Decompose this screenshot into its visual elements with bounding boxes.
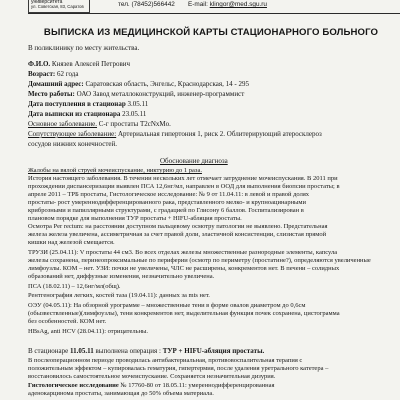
address-value: Саратовская область, Энгельс, Краснодарская, 14 - 295	[85, 80, 249, 88]
comorbid-row	[28, 130, 322, 138]
postop-line-3: восстановилось самостоятельное мочеиспускание. Сохраняется незначительная дизурия.	[28, 373, 276, 380]
age-value: 62 года	[57, 70, 79, 78]
urography-line-1: ОЭУ (04.05.11): На обзорной урограмме – множественные тени в форме овалов диаметром до 0,6см	[28, 302, 306, 309]
logo-line-2: ул. Советская, 83, Саратов	[31, 3, 84, 9]
discharge-value: 23.05.11	[122, 110, 147, 118]
main-diagnosis-label: Основное заболевание.	[28, 120, 98, 128]
letterhead	[0, 0, 400, 22]
history-line-4: простаты- рост умереннодифференцированного рака, представленного мелко- и крупноацинарными	[28, 199, 307, 206]
serology-line: HBsAg, anti HCV (28.04.11): отрицательны.	[28, 328, 149, 335]
exam-line-1: Осмотра Per rectum: на расстоянии доступном пальцевому осмотру патологии не выявлено. Предстательная	[28, 223, 328, 230]
trus-line-3: лимфоузлы. КОМ – нет. УЗИ: почки не увеличены, ЧЛС не расширены, конкрементов нет. В печени – солидных	[28, 265, 340, 272]
address-label: Домашний адрес:	[28, 80, 84, 88]
complaints-line: Жалобы на вялой струей мочеиспускание, никтурию до 1 раза.	[28, 167, 202, 174]
polyclinic-line: В поликлинику по месту жительства.	[28, 44, 140, 52]
histology-num: 17760-80	[128, 382, 154, 389]
header-email-address[interactable]: klingor@med.sgu.ru	[209, 1, 267, 8]
operation-mid: выполнена операция :	[95, 347, 161, 355]
histology-from: от	[154, 382, 161, 389]
document-title: ВЫПИСКА ИЗ МЕДИЦИНСКОЙ КАРТЫ СТАЦИОНАРНОГО БОЛЬНОГО	[43, 27, 379, 38]
postop-line-2: положительным эффектом – купировалась гематурия, гипертермия, после удаления уретрального катетера –	[28, 365, 329, 372]
patient-address-row	[28, 80, 249, 88]
admission-label: Дата поступления в стационар	[28, 100, 126, 108]
admission-value: 3.05.11	[127, 100, 149, 108]
trus-line-4: образований нет, диффузные изменения, незначительно увеличена.	[28, 273, 215, 280]
header-email	[188, 1, 267, 8]
histology-continuation: аденокарцинома простаты, занимающая до 50% объема материала.	[28, 390, 214, 397]
operation-prefix: В стационаре	[28, 347, 69, 355]
trus-line-1: ТРУЗИ (25.04.11): V простаты 44 см3. Во всех отделах железы множественные разнородные элементы, капсула	[28, 249, 338, 256]
justification-heading: Обоснование диагноза	[160, 157, 228, 165]
psa-line: ПСА (18.02.11) – 12,6нг/мл(общ).	[28, 283, 121, 290]
history-line-2: прохождении диспансеризации выявлен ПСА 12,6нг/мл, направлен в ООД для выполнения биопсии простаты; в	[28, 183, 340, 190]
operation-date: 11.05.11	[69, 347, 94, 355]
main-diagnosis-row	[28, 120, 171, 128]
operation-row	[28, 347, 264, 355]
exam-line-3: кишки над железой смещается.	[28, 239, 115, 246]
patient-age-row	[28, 70, 78, 78]
trus-line-2: железы сохранена, перинеопроксимальные по периферии (осмотр по периметру (простатине?), определяются увеличенные	[28, 257, 371, 264]
age-label: Возраст:	[28, 70, 56, 78]
institution-logo-block	[28, 0, 90, 13]
header-divider	[28, 13, 400, 14]
comorbid-label: Сопутствующее заболевание:	[28, 130, 117, 138]
main-diagnosis-value: С-г простаты T2cNxMo.	[98, 120, 171, 128]
fio-value: Князев Алексей Петрович	[51, 60, 131, 68]
histology-num-label: №	[120, 382, 127, 389]
histology-date: 18.05.11:	[162, 382, 187, 389]
history-line-6: плановом порядке для выполнения ТУР простаты + HIFU-абляция простаты.	[28, 215, 242, 222]
xray-line: Рентгенография легких, костей таза (19.04.11): данных за mts нет.	[28, 292, 210, 299]
history-line-3: апреле 2011 – ТРБ простаты, Гистологическое исследование: № 9 от 11.04.11: в левой и правой долях	[28, 191, 310, 198]
work-label: Место работы:	[28, 90, 75, 98]
discharge-label: Дата выписки из стационара	[28, 110, 121, 118]
history-line-1: История настоящего заболевания. В течении нескольких лет отмечает затруднение мочеиспускания. В 2011 при	[28, 175, 338, 182]
history-line-5: криброзными и папиллярными структурами, с градацией по Глисону 6 баллов. Госпитализирован в	[28, 207, 304, 214]
comorbid-continuation: сосудов нижних конечностей.	[28, 140, 117, 148]
histology-label: Гистологическое исследование	[28, 382, 119, 389]
header-email-label: E-mail:	[188, 1, 208, 8]
patient-work-row	[28, 90, 244, 98]
admission-row	[28, 100, 148, 108]
logo-line-1: университета	[31, 0, 63, 5]
header-phone: тел. (78452)566442	[118, 1, 175, 8]
histology-text: умереннодифференцированная	[188, 382, 275, 389]
urography-line-3: без особенностей. КОМ нет.	[28, 318, 107, 325]
comorbid-value: Артериальная гипертония 1, риск 2. Облитерирующий атеросклероз	[117, 130, 322, 138]
discharge-row	[28, 110, 146, 118]
postop-line-1: В послеоперационном периоде проводилась антибактериальная, противовоспалительная терапия с	[28, 357, 303, 364]
histology-row	[28, 382, 275, 390]
exam-line-2: железа железа увеличена, ассиметричная за счет правой доли, эластичной консистенции, слизистая прямой	[28, 231, 327, 238]
work-value: ОАО Завод металлоконструкций, инженер-программист	[76, 90, 245, 98]
fio-label: Ф.И.О.	[28, 60, 51, 68]
operation-name: ТУР + HIFU-абляция простаты.	[162, 347, 265, 355]
urography-line-2: (обызвествленные)(лимфоузлы), тени конкрементов нет, выделительная функция почек сохранена, цистограмма	[28, 310, 340, 317]
patient-fio-row	[28, 60, 130, 68]
